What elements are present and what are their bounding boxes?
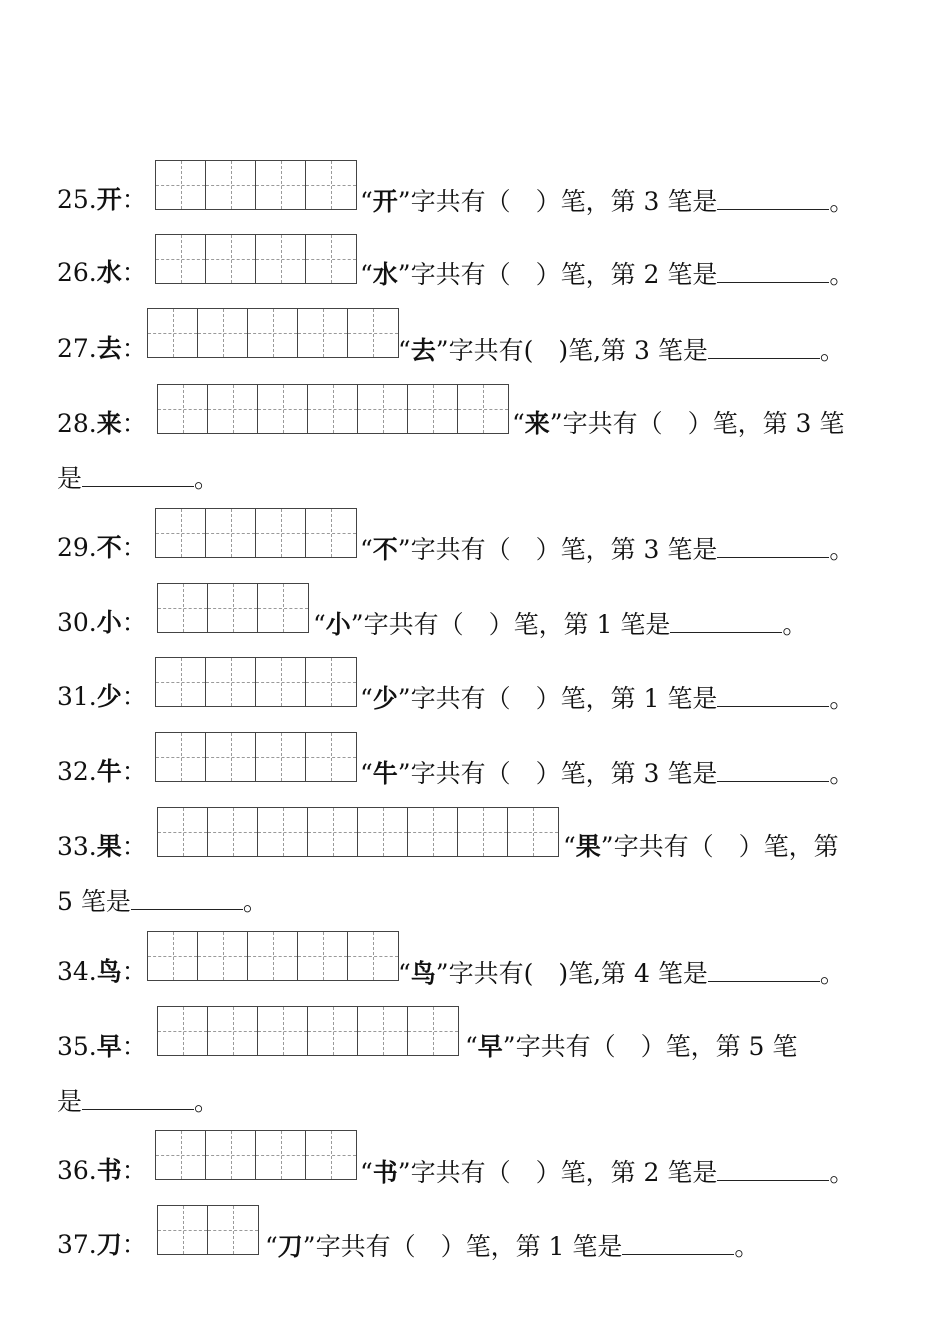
answer-blank[interactable] [717,533,829,558]
question-32: “牛”字共有（ ）笔，第 3 笔是 。 [360,759,855,788]
answer-blank[interactable] [670,608,782,633]
item-25: 25.开： [57,185,147,214]
answer-blank[interactable] [717,185,829,210]
answer-blank[interactable] [622,1230,734,1255]
item-32: 32.牛： [57,757,147,786]
question-25: “开”字共有（ ）笔，第 3 笔是 。 [360,187,855,216]
writing-grid-25[interactable] [155,160,357,210]
writing-grid-35[interactable] [157,1006,459,1056]
writing-grid-33[interactable] [157,807,559,857]
writing-grid-36[interactable] [155,1130,357,1180]
question-36: “书”字共有（ ）笔，第 2 笔是 。 [360,1158,855,1187]
question-29: “不”字共有（ ）笔，第 3 笔是 。 [360,535,855,564]
item-28: 28.来： [57,409,147,438]
writing-grid-31[interactable] [155,657,357,707]
answer-blank[interactable] [708,334,820,359]
item-27: 27.去： [57,334,147,363]
answer-blank[interactable] [717,682,829,707]
item-33: 33.果： [57,832,147,861]
question-33-cont: 5 笔是 。 [57,887,268,916]
question-26: “水”字共有（ ）笔，第 2 笔是 。 [360,260,855,289]
question-31: “少”字共有（ ）笔，第 1 笔是 。 [360,684,855,713]
item-37: 37.刀： [57,1230,147,1259]
item-34: 34.鸟： [57,957,147,986]
writing-grid-27[interactable] [147,308,399,358]
question-34: “鸟”字共有( )笔,第 4 笔是 。 [398,959,845,988]
answer-blank[interactable] [708,957,820,982]
item-31: 31.少： [57,682,147,711]
question-35-cont: 是 。 [57,1087,220,1116]
item-36: 36.书： [57,1156,147,1185]
writing-grid-32[interactable] [155,732,357,782]
question-35: “早”字共有（ ）笔，第 5 笔 [465,1032,798,1061]
answer-blank[interactable] [82,1085,194,1110]
question-27: “去”字共有( )笔,第 3 笔是 。 [398,336,845,365]
item-30: 30.小： [57,608,147,637]
question-28-cont: 是 。 [57,464,220,493]
question-30: “小”字共有（ ）笔，第 1 笔是 。 [313,610,808,639]
answer-blank[interactable] [131,885,243,910]
question-28: “来”字共有（ ）笔，第 3 笔 [512,409,845,438]
answer-blank[interactable] [717,258,829,283]
writing-grid-28[interactable] [157,384,509,434]
writing-grid-34[interactable] [147,931,399,981]
item-29: 29.不： [57,533,147,562]
question-37: “刀”字共有（ ）笔，第 1 笔是 。 [265,1232,760,1261]
answer-blank[interactable] [717,1156,829,1181]
item-35: 35.早： [57,1032,147,1061]
answer-blank[interactable] [717,757,829,782]
item-26: 26.水： [57,258,147,287]
writing-grid-26[interactable] [155,234,357,284]
writing-grid-29[interactable] [155,508,357,558]
writing-grid-30[interactable] [157,583,309,633]
question-33: “果”字共有（ ）笔，第 [563,832,839,861]
answer-blank[interactable] [82,462,194,487]
writing-grid-37[interactable] [157,1205,259,1255]
